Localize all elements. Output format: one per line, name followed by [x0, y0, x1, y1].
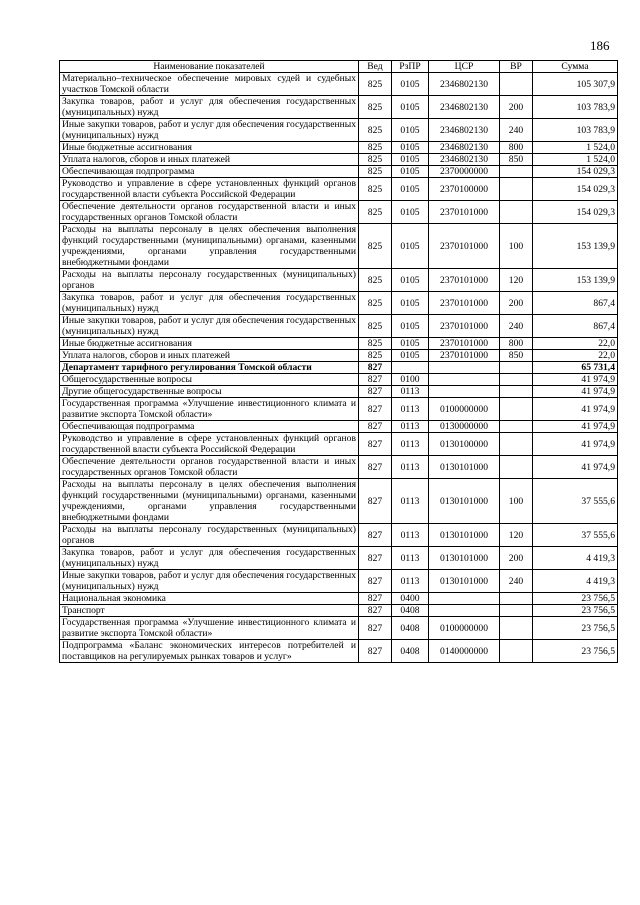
table-row	[60, 166, 618, 178]
cell-rzpr: 0105	[392, 178, 429, 201]
cell-ved: 825	[359, 142, 392, 154]
cell-ved: 825	[359, 154, 392, 166]
cell-rzpr: 0113	[392, 421, 429, 433]
table-row	[60, 201, 618, 224]
budget-table	[59, 60, 618, 663]
cell-ved: 827	[359, 398, 392, 421]
table-body	[60, 73, 618, 663]
cell-sum: 41 974,9	[533, 421, 618, 433]
cell-name: Иные закупки товаров, работ и услуг для обеспечения государственных (муниципальных) нужд	[60, 570, 359, 593]
cell-name: Иные бюджетные ассигнования	[60, 338, 359, 350]
cell-vr	[500, 640, 533, 663]
cell-vr: 120	[500, 269, 533, 292]
cell-csr	[429, 593, 500, 605]
cell-rzpr: 0408	[392, 617, 429, 640]
cell-vr	[500, 421, 533, 433]
cell-csr	[429, 605, 500, 617]
cell-ved: 825	[359, 96, 392, 119]
cell-sum: 154 029,3	[533, 166, 618, 178]
cell-vr	[500, 73, 533, 96]
cell-name: Закупка товаров, работ и услуг для обеспечения государственных (муниципальных) нужд	[60, 547, 359, 570]
cell-csr: 0130000000	[429, 421, 500, 433]
cell-name: Руководство и управление в сфере установленных функций органов государственной власти субъекта Российской Федерации	[60, 433, 359, 456]
cell-ved: 827	[359, 433, 392, 456]
cell-rzpr: 0105	[392, 315, 429, 338]
cell-rzpr: 0113	[392, 479, 429, 524]
table-row	[60, 605, 618, 617]
cell-ved: 827	[359, 524, 392, 547]
cell-ved: 827	[359, 456, 392, 479]
cell-csr	[429, 374, 500, 386]
cell-rzpr: 0105	[392, 201, 429, 224]
cell-ved: 827	[359, 640, 392, 663]
cell-vr: 850	[500, 154, 533, 166]
cell-csr: 0130101000	[429, 547, 500, 570]
cell-ved: 825	[359, 269, 392, 292]
cell-name: Обеспечивающая подпрограмма	[60, 421, 359, 433]
cell-name: Транспорт	[60, 605, 359, 617]
cell-vr	[500, 362, 533, 374]
cell-csr: 2346802130	[429, 154, 500, 166]
header-name: Наименование показателей	[60, 61, 359, 73]
cell-rzpr: 0105	[392, 338, 429, 350]
cell-rzpr: 0113	[392, 386, 429, 398]
cell-rzpr: 0113	[392, 570, 429, 593]
cell-rzpr: 0105	[392, 73, 429, 96]
cell-vr	[500, 433, 533, 456]
table-row	[60, 479, 618, 524]
table-row	[60, 292, 618, 315]
cell-vr	[500, 166, 533, 178]
table-row	[60, 617, 618, 640]
table-row	[60, 119, 618, 142]
cell-ved: 825	[359, 292, 392, 315]
cell-csr: 0130101000	[429, 524, 500, 547]
cell-sum: 867,4	[533, 292, 618, 315]
cell-rzpr: 0105	[392, 166, 429, 178]
cell-rzpr: 0105	[392, 269, 429, 292]
cell-name: Обеспечивающая подпрограмма	[60, 166, 359, 178]
cell-csr: 0130100000	[429, 433, 500, 456]
cell-vr: 800	[500, 142, 533, 154]
cell-rzpr: 0113	[392, 524, 429, 547]
cell-csr: 0130101000	[429, 456, 500, 479]
cell-rzpr: 0105	[392, 142, 429, 154]
cell-rzpr: 0105	[392, 154, 429, 166]
table-row	[60, 142, 618, 154]
header-sum: Сумма	[533, 61, 618, 73]
cell-vr: 100	[500, 224, 533, 269]
cell-ved: 827	[359, 605, 392, 617]
cell-rzpr	[392, 362, 429, 374]
cell-rzpr: 0408	[392, 605, 429, 617]
cell-csr: 0130101000	[429, 479, 500, 524]
cell-sum: 153 139,9	[533, 224, 618, 269]
cell-name: Обеспечение деятельности органов государственной власти и иных государственных органов Томской области	[60, 456, 359, 479]
cell-vr: 200	[500, 547, 533, 570]
cell-ved: 825	[359, 224, 392, 269]
cell-sum: 4 419,3	[533, 547, 618, 570]
cell-name: Иные закупки товаров, работ и услуг для обеспечения государственных (муниципальных) нужд	[60, 315, 359, 338]
cell-rzpr: 0113	[392, 398, 429, 421]
table-row	[60, 269, 618, 292]
cell-sum: 23 756,5	[533, 617, 618, 640]
cell-rzpr: 0105	[392, 119, 429, 142]
cell-vr: 120	[500, 524, 533, 547]
cell-sum: 23 756,5	[533, 593, 618, 605]
cell-name: Расходы на выплаты персоналу государственных (муниципальных) органов	[60, 269, 359, 292]
table-row	[60, 421, 618, 433]
table-row	[60, 456, 618, 479]
cell-sum: 65 731,4	[533, 362, 618, 374]
cell-ved: 825	[359, 166, 392, 178]
cell-name: Закупка товаров, работ и услуг для обеспечения государственных (муниципальных) нужд	[60, 292, 359, 315]
cell-ved: 827	[359, 547, 392, 570]
cell-rzpr: 0105	[392, 292, 429, 315]
cell-ved: 827	[359, 570, 392, 593]
cell-ved: 825	[359, 178, 392, 201]
cell-sum: 41 974,9	[533, 386, 618, 398]
cell-vr	[500, 201, 533, 224]
table-row	[60, 386, 618, 398]
cell-name: Иные бюджетные ассигнования	[60, 142, 359, 154]
cell-vr	[500, 386, 533, 398]
cell-vr	[500, 605, 533, 617]
cell-vr	[500, 398, 533, 421]
cell-name: Подпрограмма «Баланс экономических интересов потребителей и поставщиков на регулируемых рынках товаров и услуг»	[60, 640, 359, 663]
cell-vr: 240	[500, 570, 533, 593]
cell-csr: 2346802130	[429, 73, 500, 96]
cell-sum: 41 974,9	[533, 456, 618, 479]
cell-sum: 103 783,9	[533, 96, 618, 119]
table-row	[60, 547, 618, 570]
cell-name: Департамент тарифного регулирования Томской области	[60, 362, 359, 374]
header-csr: ЦСР	[429, 61, 500, 73]
cell-sum: 153 139,9	[533, 269, 618, 292]
cell-name: Государственная программа «Улучшение инвестиционного климата и развитие экспорта Томской области»	[60, 617, 359, 640]
cell-csr: 2370101000	[429, 315, 500, 338]
cell-name: Обеспечение деятельности органов государственной власти и иных государственных органов Томской области	[60, 201, 359, 224]
cell-ved: 825	[359, 73, 392, 96]
header-rzpr: РзПР	[392, 61, 429, 73]
cell-name: Уплата налогов, сборов и иных платежей	[60, 154, 359, 166]
cell-sum: 1 524,0	[533, 142, 618, 154]
cell-name: Уплата налогов, сборов и иных платежей	[60, 350, 359, 362]
cell-name: Другие общегосударственные вопросы	[60, 386, 359, 398]
page-number: 186	[590, 38, 610, 53]
cell-name: Закупка товаров, работ и услуг для обеспечения государственных (муниципальных) нужд	[60, 96, 359, 119]
cell-csr: 2346802130	[429, 119, 500, 142]
cell-name: Расходы на выплаты персоналу в целях обеспечения выполнения функций государственными (муниципальными) органами, казенными учреждениями, органами управления государственными внебюджетными фондами	[60, 479, 359, 524]
table-row	[60, 593, 618, 605]
cell-sum: 23 756,5	[533, 640, 618, 663]
table-row	[60, 570, 618, 593]
cell-csr: 2370101000	[429, 201, 500, 224]
cell-rzpr: 0408	[392, 640, 429, 663]
cell-sum: 867,4	[533, 315, 618, 338]
cell-csr: 0100000000	[429, 398, 500, 421]
cell-sum: 23 756,5	[533, 605, 618, 617]
cell-csr: 0130101000	[429, 570, 500, 593]
table-row	[60, 73, 618, 96]
cell-vr	[500, 593, 533, 605]
cell-ved: 825	[359, 338, 392, 350]
cell-ved: 825	[359, 119, 392, 142]
table-row	[60, 338, 618, 350]
cell-rzpr: 0113	[392, 547, 429, 570]
cell-csr: 2370101000	[429, 292, 500, 315]
table-row	[60, 362, 618, 374]
header-ved: Вед	[359, 61, 392, 73]
cell-csr: 2370000000	[429, 166, 500, 178]
cell-ved: 827	[359, 386, 392, 398]
cell-ved: 825	[359, 201, 392, 224]
cell-sum: 37 555,6	[533, 524, 618, 547]
table-row	[60, 178, 618, 201]
cell-name: Расходы на выплаты персоналу в целях обеспечения выполнения функций государственными (муниципальными) органами, казенными учреждениями, органами управления государственными внебюджетными фондами	[60, 224, 359, 269]
cell-rzpr: 0400	[392, 593, 429, 605]
cell-vr: 100	[500, 479, 533, 524]
cell-sum: 4 419,3	[533, 570, 618, 593]
cell-csr: 0100000000	[429, 617, 500, 640]
table-row	[60, 350, 618, 362]
cell-name: Общегосударственные вопросы	[60, 374, 359, 386]
cell-vr: 200	[500, 96, 533, 119]
cell-sum: 37 555,6	[533, 479, 618, 524]
cell-ved: 827	[359, 374, 392, 386]
cell-rzpr: 0113	[392, 433, 429, 456]
table-row	[60, 224, 618, 269]
cell-csr: 0140000000	[429, 640, 500, 663]
cell-rzpr: 0105	[392, 96, 429, 119]
header-vr: ВР	[500, 61, 533, 73]
cell-name: Руководство и управление в сфере установленных функций органов государственной власти субъекта Российской Федерации	[60, 178, 359, 201]
cell-csr: 2370101000	[429, 224, 500, 269]
cell-vr: 850	[500, 350, 533, 362]
cell-vr	[500, 374, 533, 386]
cell-ved: 827	[359, 593, 392, 605]
cell-ved: 825	[359, 315, 392, 338]
cell-name: Иные закупки товаров, работ и услуг для обеспечения государственных (муниципальных) нужд	[60, 119, 359, 142]
table-header-row	[60, 61, 618, 73]
cell-name: Национальная экономика	[60, 593, 359, 605]
cell-sum: 154 029,3	[533, 178, 618, 201]
cell-ved: 827	[359, 362, 392, 374]
cell-rzpr: 0105	[392, 350, 429, 362]
cell-csr: 2346802130	[429, 96, 500, 119]
cell-csr: 2370101000	[429, 269, 500, 292]
cell-name: Расходы на выплаты персоналу государственных (муниципальных) органов	[60, 524, 359, 547]
cell-sum: 41 974,9	[533, 433, 618, 456]
cell-vr: 240	[500, 119, 533, 142]
cell-ved: 827	[359, 479, 392, 524]
cell-csr: 2370101000	[429, 350, 500, 362]
cell-name: Материально–техническое обеспечение мировых судей и судебных участков Томской области	[60, 73, 359, 96]
cell-sum: 105 307,9	[533, 73, 618, 96]
cell-ved: 827	[359, 617, 392, 640]
cell-name: Государственная программа «Улучшение инвестиционного климата и развитие экспорта Томской области»	[60, 398, 359, 421]
cell-csr: 2370101000	[429, 338, 500, 350]
table-row	[60, 96, 618, 119]
table-row	[60, 524, 618, 547]
cell-vr: 200	[500, 292, 533, 315]
cell-csr	[429, 362, 500, 374]
cell-vr	[500, 178, 533, 201]
table-row	[60, 433, 618, 456]
cell-csr: 2346802130	[429, 142, 500, 154]
cell-sum: 22,0	[533, 338, 618, 350]
cell-ved: 827	[359, 421, 392, 433]
cell-csr: 2370100000	[429, 178, 500, 201]
cell-rzpr: 0105	[392, 224, 429, 269]
table-row	[60, 315, 618, 338]
cell-sum: 154 029,3	[533, 201, 618, 224]
cell-vr	[500, 617, 533, 640]
cell-vr: 800	[500, 338, 533, 350]
cell-rzpr: 0100	[392, 374, 429, 386]
cell-sum: 41 974,9	[533, 398, 618, 421]
cell-ved: 825	[359, 350, 392, 362]
table-row	[60, 374, 618, 386]
cell-vr: 240	[500, 315, 533, 338]
cell-rzpr: 0113	[392, 456, 429, 479]
cell-sum: 1 524,0	[533, 154, 618, 166]
cell-vr	[500, 456, 533, 479]
cell-csr	[429, 386, 500, 398]
table-row	[60, 640, 618, 663]
cell-sum: 41 974,9	[533, 374, 618, 386]
cell-sum: 22,0	[533, 350, 618, 362]
cell-sum: 103 783,9	[533, 119, 618, 142]
table-row	[60, 154, 618, 166]
table-row	[60, 398, 618, 421]
